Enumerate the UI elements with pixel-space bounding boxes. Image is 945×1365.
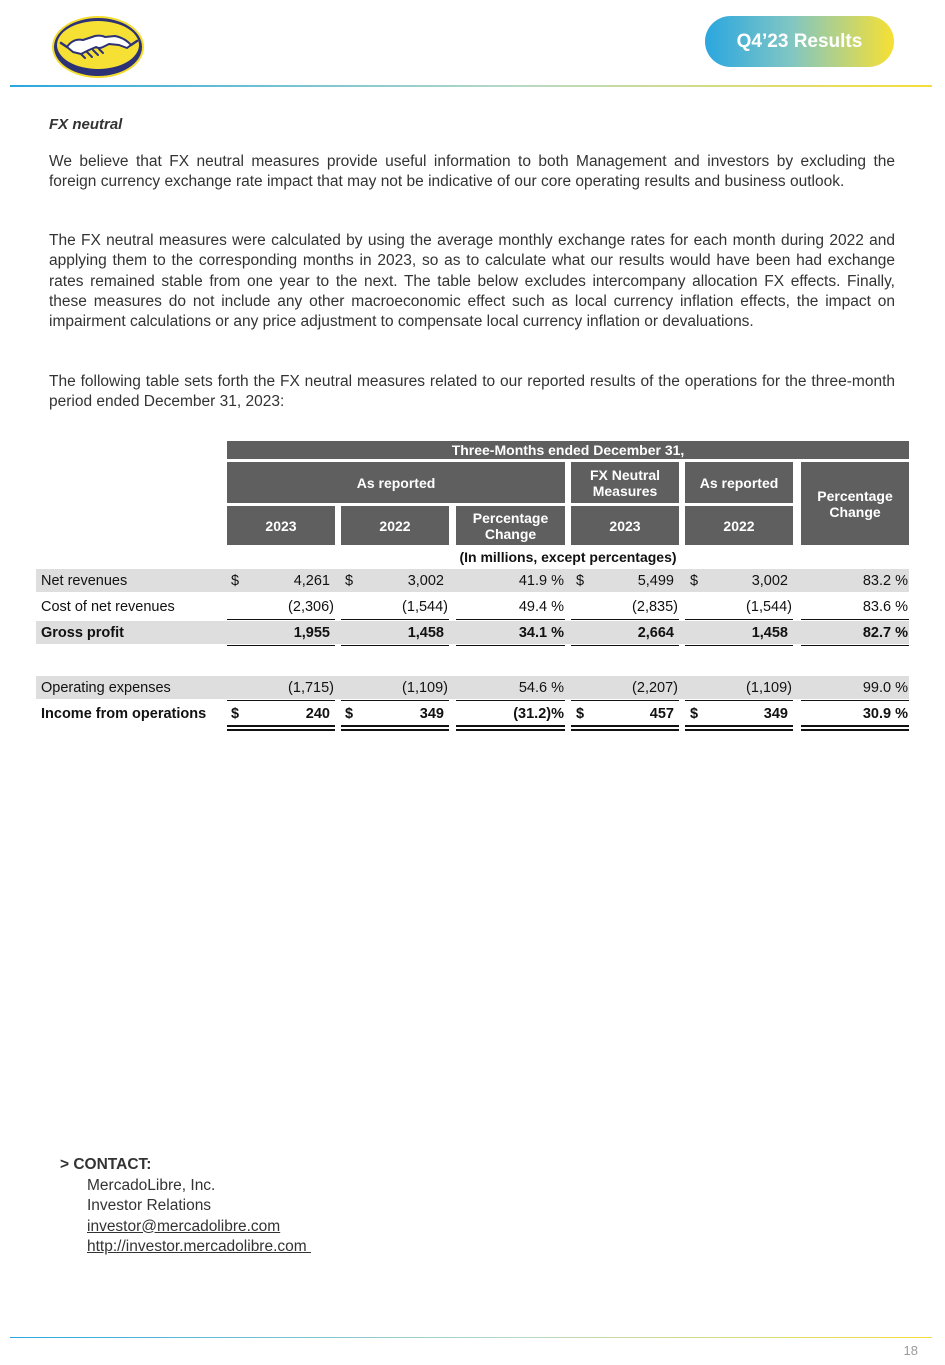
cell-underline bbox=[227, 619, 335, 620]
page-number: 18 bbox=[903, 1343, 918, 1358]
cell-double-underline bbox=[685, 725, 793, 727]
contact-department: Investor Relations bbox=[87, 1197, 212, 1214]
cell-rep-2022: 1,458 bbox=[407, 625, 444, 641]
row-label: Income from operations bbox=[41, 706, 207, 722]
row-label: Cost of net revenues bbox=[41, 599, 175, 615]
handshake-logo-icon bbox=[51, 14, 146, 80]
cell-rep-2022: 3,002 bbox=[407, 573, 444, 589]
cell-fx-2022: (1,109) bbox=[746, 680, 792, 696]
cell-double-underline bbox=[456, 725, 565, 727]
col-header-pct-change: Percentage Change bbox=[456, 506, 565, 545]
cell-underline bbox=[801, 645, 909, 646]
currency-symbol: $ bbox=[690, 706, 699, 722]
cell-fx-pct-change: 83.6 % bbox=[862, 599, 908, 615]
col-header-fx-2022: 2022 bbox=[685, 506, 793, 545]
cell-underline bbox=[341, 619, 449, 620]
cell-underline bbox=[456, 645, 565, 646]
group-header-as-reported: As reported bbox=[227, 462, 565, 503]
currency-symbol: $ bbox=[345, 706, 354, 722]
cell-rep-2023: (2,306) bbox=[288, 599, 334, 615]
report-period-badge: Q4’23 Results bbox=[705, 16, 894, 67]
cell-double-underline bbox=[227, 729, 335, 731]
cell-underline bbox=[227, 645, 335, 646]
row-label: Operating expenses bbox=[41, 680, 171, 696]
cell-double-underline bbox=[571, 729, 679, 731]
cell-double-underline bbox=[801, 729, 909, 731]
cell-underline bbox=[801, 619, 909, 620]
cell-rep-2022: (1,544) bbox=[402, 599, 448, 615]
currency-symbol: $ bbox=[576, 573, 585, 589]
row-label: Net revenues bbox=[41, 573, 128, 589]
cell-underline bbox=[227, 700, 335, 701]
cell-underline bbox=[685, 700, 793, 701]
cell-underline bbox=[571, 619, 679, 620]
cell-fx-2022: 3,002 bbox=[751, 573, 788, 589]
paragraph-methodology: The FX neutral measures were calculated by using the average monthly exchange rates for each month during 2022 and applying them to the corresponding months in 2023, so as to calculate what our results would have been had exchange rates remained stable from one year to the next. The table below excludes intercompany allocation FX effects. Finally, these measures do not include any other macroeconomic effect such as local currency inflation effects, the impact on impairment calculations or any price adjustment to compensate local currency inflation or devaluations. bbox=[49, 232, 895, 331]
paragraph-table-intro: The following table sets forth the FX neutral measures related to our reported results of the operations for the three-month period ended December 31, 2023: bbox=[49, 373, 895, 411]
cell-fx-2022: 1,458 bbox=[751, 625, 788, 641]
table-title-header: Three-Months ended December 31, bbox=[227, 441, 909, 459]
cell-double-underline bbox=[456, 729, 565, 731]
cell-pct-change: 54.6 % bbox=[518, 680, 564, 696]
cell-underline bbox=[456, 619, 565, 620]
header-divider bbox=[10, 85, 932, 87]
cell-rep-2023: 1,955 bbox=[293, 625, 330, 641]
group-header-fx-neutral: FX Neutral Measures bbox=[571, 462, 679, 503]
cell-fx-pct-change: 83.2 % bbox=[862, 573, 908, 589]
contact-company: MercadoLibre, Inc. bbox=[87, 1176, 216, 1194]
contact-block bbox=[60, 1155, 311, 1258]
cell-double-underline bbox=[341, 729, 449, 731]
col-header-2022: 2022 bbox=[341, 506, 449, 545]
contact-heading: > CONTACT: bbox=[60, 1156, 152, 1173]
group-header-as-reported-2: As reported bbox=[685, 462, 793, 503]
cell-pct-change: 49.4 % bbox=[518, 599, 564, 615]
cell-underline bbox=[571, 700, 679, 701]
cell-underline bbox=[685, 619, 793, 620]
mercadolibre-logo bbox=[51, 14, 146, 80]
cell-fx-2022: (1,544) bbox=[746, 599, 792, 615]
paragraph-intro: We believe that FX neutral measures provide useful information to both Management and investors by excluding the foreign currency exchange rate impact that may not be indicative of our core operating results and business outlook. bbox=[49, 153, 895, 191]
cell-double-underline bbox=[685, 729, 793, 731]
table-units-note: (In millions, except percentages) bbox=[459, 549, 677, 565]
currency-symbol: $ bbox=[231, 706, 240, 722]
cell-double-underline bbox=[341, 725, 449, 727]
cell-underline bbox=[341, 645, 449, 646]
col-header-fx-2023: 2023 bbox=[571, 506, 679, 545]
cell-double-underline bbox=[801, 725, 909, 727]
section-title: FX neutral bbox=[49, 116, 123, 133]
cell-rep-2023: 4,261 bbox=[293, 573, 330, 589]
currency-symbol: $ bbox=[576, 706, 585, 722]
cell-fx-2023: 457 bbox=[649, 706, 674, 722]
cell-underline bbox=[456, 700, 565, 701]
cell-underline bbox=[341, 700, 449, 701]
row-label: Gross profit bbox=[41, 625, 124, 641]
group-header-pct-change: Percentage Change bbox=[801, 462, 909, 545]
col-header-2023: 2023 bbox=[227, 506, 335, 545]
currency-symbol: $ bbox=[345, 573, 354, 589]
cell-fx-2023: (2,835) bbox=[632, 599, 678, 615]
contact-email-link[interactable]: investor@mercadolibre.com bbox=[87, 1217, 281, 1235]
cell-underline bbox=[685, 645, 793, 646]
cell-fx-pct-change: 82.7 % bbox=[862, 625, 908, 641]
cell-underline bbox=[571, 645, 679, 646]
cell-pct-change: 41.9 % bbox=[518, 573, 564, 589]
cell-rep-2022: 349 bbox=[419, 706, 444, 722]
cell-rep-2023: 240 bbox=[305, 706, 330, 722]
cell-fx-2023: 5,499 bbox=[637, 573, 674, 589]
cell-pct-change: (31.2)% bbox=[513, 706, 564, 722]
cell-fx-pct-change: 99.0 % bbox=[862, 680, 908, 696]
cell-rep-2022: (1,109) bbox=[402, 680, 448, 696]
cell-rep-2023: (1,715) bbox=[288, 680, 334, 696]
cell-fx-2022: 349 bbox=[763, 706, 788, 722]
cell-fx-2023: (2,207) bbox=[632, 680, 678, 696]
cell-double-underline bbox=[571, 725, 679, 727]
cell-fx-pct-change: 30.9 % bbox=[862, 706, 908, 722]
footer-divider bbox=[10, 1337, 932, 1338]
currency-symbol: $ bbox=[231, 573, 240, 589]
cell-double-underline bbox=[227, 725, 335, 727]
contact-website-link[interactable]: http://investor.mercadolibre.com bbox=[87, 1238, 311, 1255]
currency-symbol: $ bbox=[690, 573, 699, 589]
cell-fx-2023: 2,664 bbox=[637, 625, 674, 641]
cell-pct-change: 34.1 % bbox=[518, 625, 564, 641]
cell-underline bbox=[801, 700, 909, 701]
